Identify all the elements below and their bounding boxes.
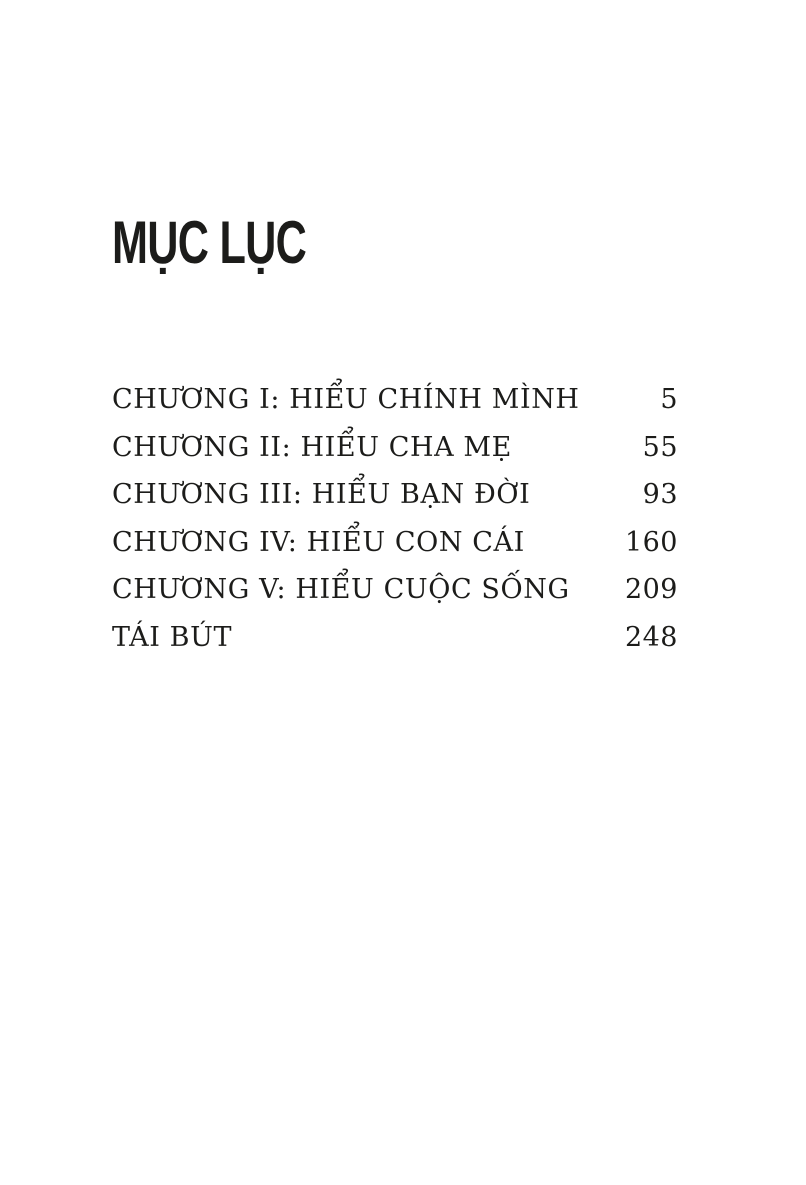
toc-entry-page-number: 5	[660, 384, 678, 415]
toc-entry-label: CHƯƠNG IV: HIỂU CON CÁI	[112, 526, 525, 558]
toc-entry-page-number: 160	[624, 526, 678, 558]
toc-entry-chapter-2	[112, 432, 678, 480]
toc-entry-page-number: 55	[642, 431, 678, 463]
toc-entry-chapter-5	[112, 574, 678, 622]
table-of-contents	[112, 384, 678, 670]
toc-entry-page-number: 93	[642, 479, 678, 511]
toc-entry-label: CHƯƠNG V: HIỂU CUỘC SỐNG	[112, 574, 570, 606]
toc-entry-label: CHƯƠNG I: HIỂU CHÍNH MÌNH	[112, 384, 580, 415]
toc-entry-label: CHƯƠNG III: HIỂU BẠN ĐỜI	[112, 479, 531, 511]
toc-entry-postscript	[112, 622, 678, 670]
toc-entry-chapter-3	[112, 479, 678, 527]
toc-entry-label: CHƯƠNG II: HIỂU CHA MẸ	[112, 431, 512, 463]
page-title: MỤC LỤC	[112, 209, 307, 276]
toc-entry-chapter-4	[112, 527, 678, 575]
toc-entry-label: TÁI BÚT	[112, 621, 233, 653]
toc-entry-page-number: 209	[624, 574, 678, 606]
toc-entry-page-number: 248	[624, 621, 678, 653]
toc-entry-chapter-1	[112, 384, 678, 432]
